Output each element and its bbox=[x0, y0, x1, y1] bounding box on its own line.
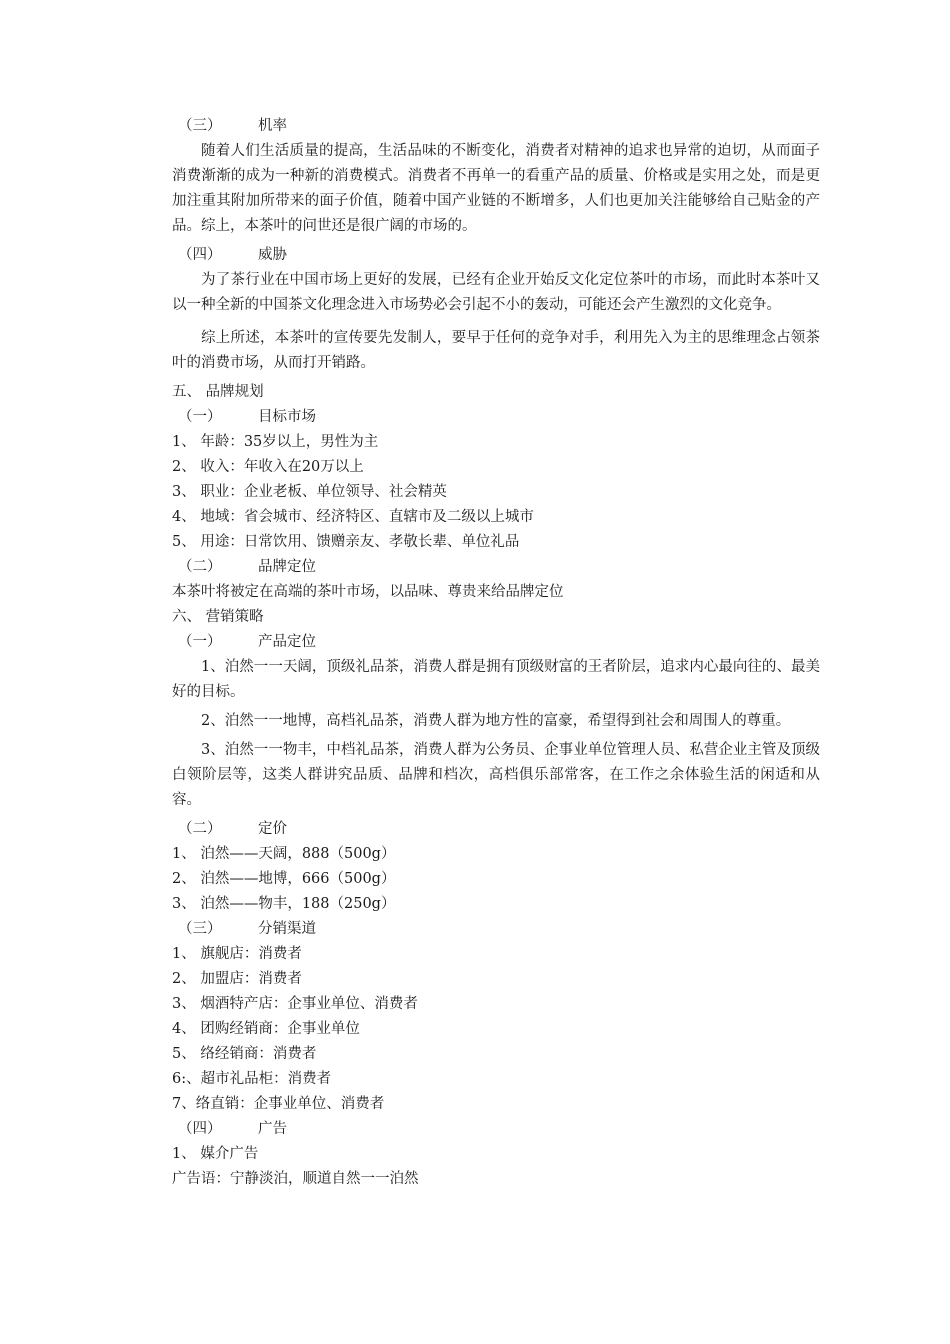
summary-paragraph: 综上所述，本茶叶的宣传要先发制人，要早于任何的竞争对手，利用先入为主的思维理念占领茶叶的消费市场，从而打开销路。 bbox=[172, 330, 820, 371]
list-item: 1、 年龄：35岁以上，男性为主 bbox=[172, 434, 379, 450]
list-item: 7、络直销：企事业单位、消费者 bbox=[172, 1096, 385, 1112]
product-paragraph: 1、泊然一一天阔，顶级礼品茶，消费人群是拥有顶级财富的王者阶层，追求内心最向往的、最美好的目标。 bbox=[172, 659, 820, 700]
heading-title: 广告 bbox=[258, 1121, 287, 1137]
list-item: 2、 加盟店：消费者 bbox=[172, 971, 302, 987]
list-item: 6:、超市礼品柜：消费者 bbox=[172, 1071, 332, 1087]
document-page bbox=[172, 108, 820, 1192]
section-heading-pricing bbox=[172, 817, 820, 842]
list-item: 3、 烟酒特产店：企事业单位、消费者 bbox=[172, 996, 418, 1012]
threat-paragraph: 为了茶行业在中国市场上更好的发展，已经有企业开始反文化定位茶叶的市场，而此时本茶叶又以一种全新的中国茶文化理念进入市场势必会引起不小的轰动，可能还会产生激烈的文化竞争。 bbox=[172, 272, 820, 313]
heading-title: 品牌定位 bbox=[258, 559, 316, 575]
list-item: 2、 泊然——地博，666（500g） bbox=[172, 871, 396, 887]
product-paragraph: 2、泊然一一地博，高档礼品茶，消费人群为地方性的富豪，希望得到社会和周围人的尊重。 bbox=[201, 713, 791, 729]
heading-title: 分销渠道 bbox=[258, 921, 316, 937]
list-item: 1、 媒介广告 bbox=[172, 1146, 259, 1162]
heading-number: （二） bbox=[178, 821, 222, 837]
heading-number: （一） bbox=[178, 634, 222, 650]
heading-title: 目标市场 bbox=[258, 409, 316, 425]
list-item: 5、 用途：日常饮用、馈赠亲友、孝敬长辈、单位礼品 bbox=[172, 534, 520, 550]
part-heading-brand-planning: 五、 品牌规划 bbox=[172, 384, 264, 400]
section-heading-threat bbox=[172, 243, 820, 268]
heading-title: 产品定位 bbox=[258, 634, 316, 650]
ad-slogan: 广告语：宁静淡泊，顺道自然一一泊然 bbox=[172, 1171, 419, 1187]
list-item: 4、 地域：省会城市、经济特区、直辖市及二级以上城市 bbox=[172, 509, 534, 525]
section-heading-advertising bbox=[172, 1117, 820, 1142]
list-item: 2、 收入：年收入在20万以上 bbox=[172, 459, 364, 475]
product-paragraph: 3、泊然一一物丰，中档礼品茶，消费人群为公务员、企事业单位管理人员、私营企业主管及顶级白领阶层等，这类人群讲究品质、品牌和档次，高档俱乐部常客，在工作之余体验生活的闲适和从容。 bbox=[172, 742, 820, 808]
heading-number: （三） bbox=[178, 118, 222, 134]
brand-positioning-text: 本茶叶将被定在高端的茶叶市场，以品味、尊贵来给品牌定位 bbox=[172, 584, 564, 600]
opportunity-paragraph: 随着人们生活质量的提高，生活品味的不断变化，消费者对精神的追求也异常的迫切，从而面子消费渐渐的成为一种新的消费模式。消费者不再单一的看重产品的质量、价格或是实用之处，而是更加注重其附加所带来的面子价值，随着中国产业链的不断增多，人们也更加关注能够给自己贴金的产品。综上，本茶叶的问世还是很广阔的市场的。 bbox=[172, 143, 820, 234]
heading-number: （一） bbox=[178, 409, 222, 425]
heading-number: （四） bbox=[178, 1121, 222, 1137]
section-heading-target-market bbox=[172, 405, 820, 430]
heading-number: （三） bbox=[178, 921, 222, 937]
heading-number: （四） bbox=[178, 247, 222, 263]
list-item: 3、 泊然——物丰，188（250g） bbox=[172, 896, 396, 912]
heading-title: 机率 bbox=[258, 118, 287, 134]
section-heading-distribution bbox=[172, 917, 820, 942]
section-heading-product-positioning bbox=[172, 630, 820, 655]
list-item: 1、 旗舰店：消费者 bbox=[172, 946, 302, 962]
list-item: 5、 络经销商：消费者 bbox=[172, 1046, 317, 1062]
section-heading-brand-positioning bbox=[172, 555, 820, 580]
part-heading-marketing-strategy: 六、 营销策略 bbox=[172, 609, 264, 625]
heading-title: 威胁 bbox=[258, 247, 287, 263]
heading-title: 定价 bbox=[258, 821, 287, 837]
section-heading-opportunity bbox=[172, 114, 820, 139]
list-item: 1、 泊然——天阔，888（500g） bbox=[172, 846, 396, 862]
list-item: 3、 职业：企业老板、单位领导、社会精英 bbox=[172, 484, 447, 500]
list-item: 4、 团购经销商：企事业单位 bbox=[172, 1021, 360, 1037]
heading-number: （二） bbox=[178, 559, 222, 575]
